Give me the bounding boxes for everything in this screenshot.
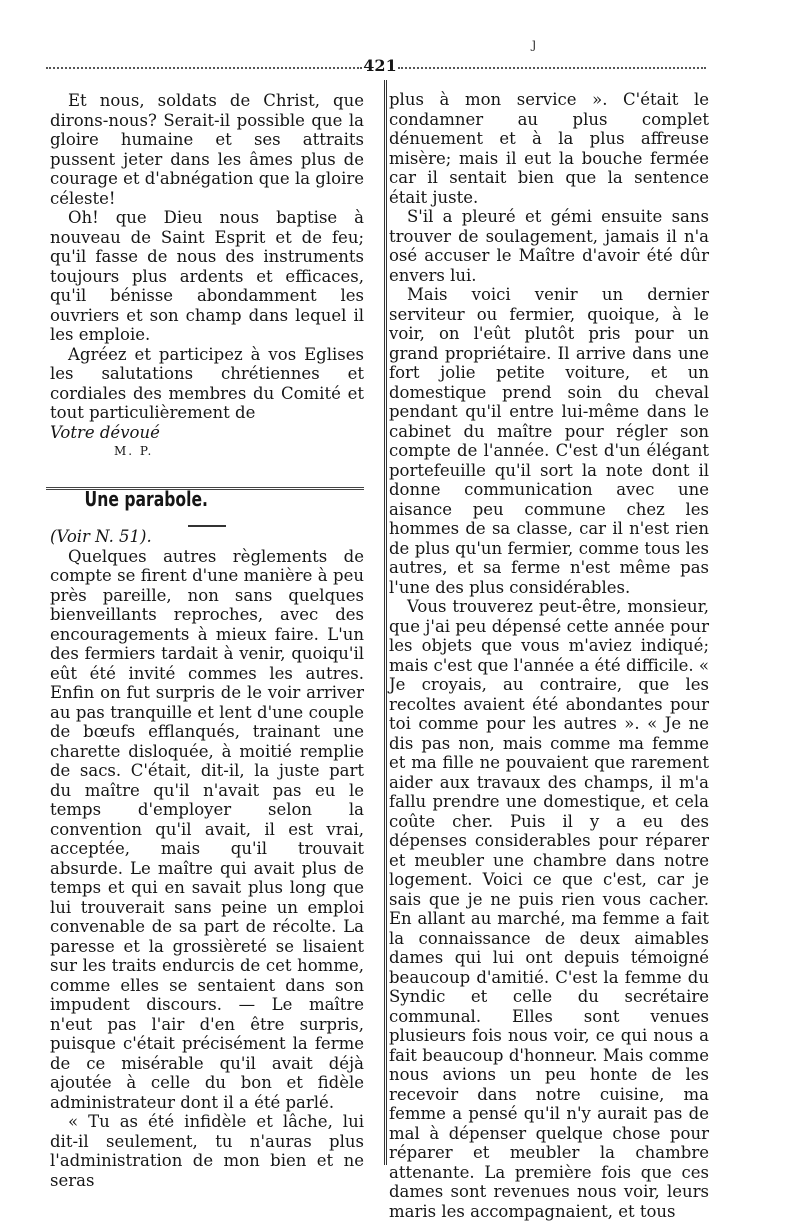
article-subtitle: (Voir N. 51). <box>50 527 152 546</box>
column-divider <box>384 80 387 1165</box>
header-rule-left <box>46 67 362 69</box>
article-paragraph-1: Quelques autres règlements de compte se firent d'une manière à peu près pareille, non sans quelques bienveillants reproches, avec des encouragements à mieux faire. L'un des fermiers tardait à venir, quoiqu'il eût été invité commes les autres. Enfin on fut surpris de le voir arriver au pas tranquille et lent d'une couple de bœufs efflanqués, trainant une charette disloquée, à moitié remplie de sacs. C'était, dit-il, la juste part du maître qu'il n'avait pas eu le temps d'employer selon la convention qu'il avait, il est vrai, acceptée, mais qu'il trouvait absurde. Le maître qui avait plus de temps et qui en savait plus long que lui trouverait sans peine un emploi convenable de sa part de récolte. La paresse et la grossièreté se lisaient sur les traits endurcis de cet homme, comme elles se sentaient dans son impudent discours. — Le maître n'eut pas l'air d'en être surpris, puisque c'était précisément la ferme de ce misérable qu'il avait déjà ajoutée à celle du bon et fidèle administrateur dont il a été parlé. <box>50 546 364 1112</box>
pencil-mark: ȷ <box>532 36 537 52</box>
letter-paragraph-1: Et nous, soldats de Christ, que dirons-nous? Serait-il possible que la gloire humaine et ses attraits pussent jeter dans les âmes plus de courage et d'abnégation que la gloire céleste! <box>50 91 364 208</box>
article-paragraph-2: « Tu as été infidèle et lâche, lui dit-il seulement, tu n'auras plus l'administration de mon bien et ne seras <box>50 1112 364 1190</box>
right-column <box>389 90 709 1221</box>
letter-paragraph-3: Agréez et participez à vos Eglises les salutations chrétiennes et cordiales des membres du Comité et tout particulièrement de <box>50 344 364 422</box>
right-paragraph-1: plus à mon service ». C'était le condamner au plus complet dénuement et à la plus affreuse misère; mais il eut la bouche fermée car il sentait bien que la sentence était juste. <box>389 90 709 207</box>
page-number: 421 <box>363 56 397 75</box>
letter-paragraph-2: Oh! que Dieu nous baptise à nouveau de Saint Esprit et de feu; qu'il fasse de nous des instruments toujours plus ardents et efficaces, qu'il bénisse abondamment les ouvriers et son champ dans lequel il les emploie. <box>50 208 364 344</box>
left-column <box>50 91 364 1190</box>
right-paragraph-3: Mais voici venir un dernier serviteur ou fermier, quoique, à le voir, on l'eût plutôt pris pour un grand propriétaire. Il arrive dans une fort jolie petite voiture, et un domestique prend soin du cheval pendant qu'il entre lui-même dans le cabinet du maître pour régler son compte de l'année. C'est d'un élégant portefeuille qu'il sort la note dont il donne communication avec une aisance peu commune chez les hommes de sa classe, car il n'est rien de plus qu'un fermier, comme tous les autres, et sa ferme n'est même pas l'une des plus considérables. <box>389 285 709 597</box>
article-title: Une parabole. <box>84 486 208 511</box>
right-paragraph-4: Vous trouverez peut-être, monsieur, que j'ai peu dépensé cette année pour les objets que vous m'aviez indiqué; mais c'est que l'année a été difficile. « Je croyais, au contraire, que les recoltes avaient été abondantes pour toi comme pour les autres ». « Je ne dis pas non, mais comme ma femme et ma fille ne pouvaient que rarement aider aux travaux des champs, il m'a fallu prendre une domestique, et cela coûte cher. Puis il y a eu des dépenses considerables pour réparer et meubler une chambre dans notre logement. Voici ce que c'est, car je sais que je ne puis rien vous cacher. En allant au marché, ma femme a fait la connaissance de deux aimables dames qui lui ont depuis témoigné beaucoup d'amitié. C'est la femme du Syndic et celle du secrétaire communal. Elles sont venues plusieurs fois nous voir, ce qui nous a fait beaucoup d'honneur. Mais comme nous avions un peu honte de les recevoir dans notre cuisine, ma femme a pensé qu'il n'y aurait pas de mal à dépenser quelque chose pour réparer et meubler la chambre attenante. La première fois que ces dames sont revenues nous voir, leurs maris les accompagnaient, et tous <box>389 597 709 1221</box>
letter-signature: Votre dévoué <box>50 422 160 442</box>
right-paragraph-2: S'il a pleuré et gémi ensuite sans trouver de soulagement, jamais il n'a osé accuser le Maître d'avoir été dûr envers lui. <box>389 207 709 285</box>
letter-initials: M. P. <box>114 444 154 458</box>
header-rule-right <box>398 67 706 69</box>
